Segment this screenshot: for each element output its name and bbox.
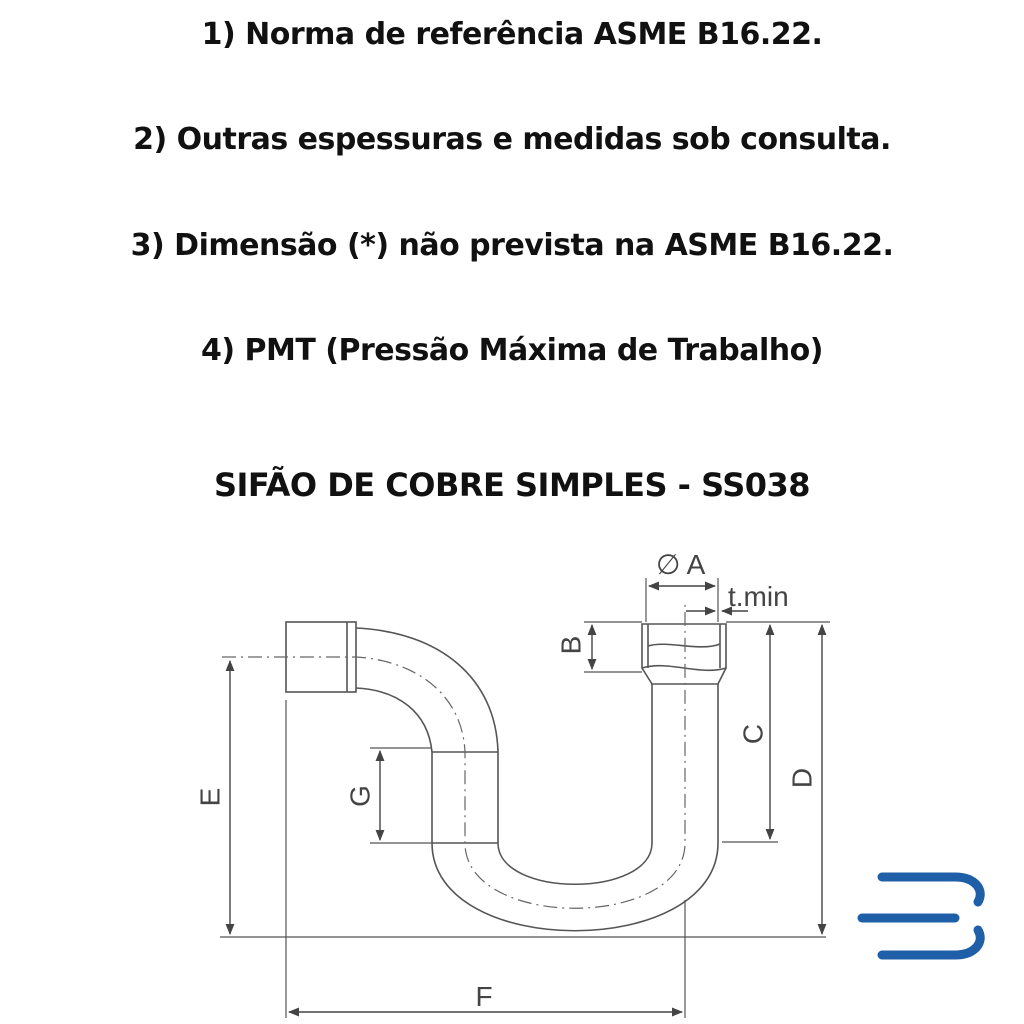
diagram-title: SIFÃO DE COBRE SIMPLES - SS038 — [213, 466, 811, 504]
u-bend-outer — [432, 843, 718, 931]
upper-bend-inner — [356, 688, 432, 752]
brand-logo-icon — [862, 877, 980, 955]
note-4: 4) PMT (Pressão Máxima de Trabalho) — [201, 333, 823, 368]
label-a: ∅ A — [656, 549, 706, 580]
label-tmin: t.min — [728, 581, 789, 612]
note-3: 3) Dimensão (*) não prevista na ASME B16.22. — [130, 228, 894, 263]
upper-bend-outer — [356, 628, 498, 752]
note-2: 2) Outras espessuras e medidas sob consulta. — [133, 122, 891, 157]
label-b: B — [555, 635, 587, 655]
right-socket — [642, 624, 726, 684]
label-g: G — [344, 785, 376, 807]
pipe-outline — [286, 622, 726, 931]
label-d: D — [786, 767, 818, 789]
u-bend-inner — [498, 843, 652, 884]
label-f: F — [475, 981, 493, 1012]
label-e: E — [194, 787, 226, 807]
label-c: C — [737, 723, 769, 745]
note-1: 1) Norma de referência ASME B16.22. — [201, 17, 823, 52]
